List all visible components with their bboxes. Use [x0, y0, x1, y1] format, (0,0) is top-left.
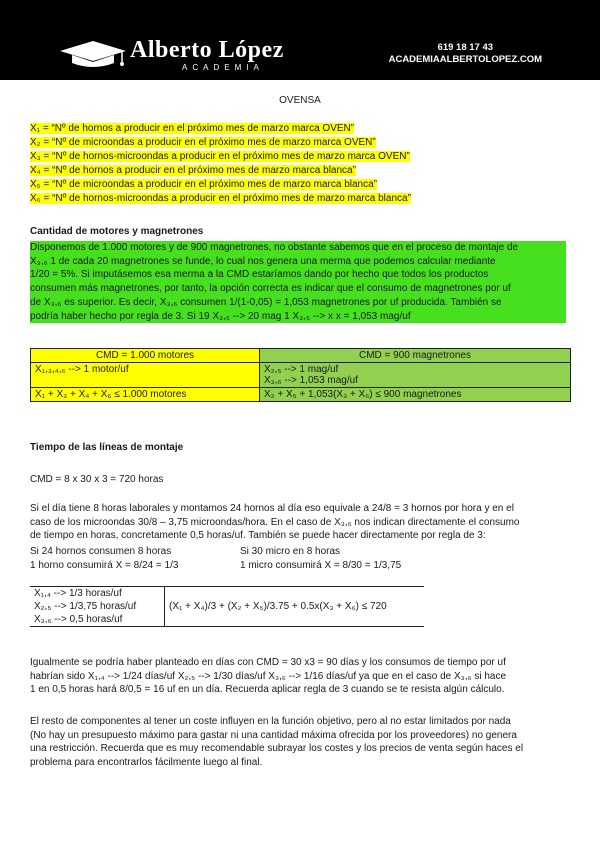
- table-cell: X₃,₆ --> 0,5 horas/uf: [30, 613, 165, 627]
- variable-definition: X₆ = “Nº de hornos-microondas a producir en el próximo mes de marzo marca blanca”: [30, 193, 411, 204]
- document-title: OVENSA: [279, 95, 321, 106]
- days-paragraph: Igualmente se podría haber planteado en días con CMD = 30 x3 = 90 días y los consumos de tiempo por uf habrían sido X₁,₄ --> 1/24 días/uf X₂,₅ --> 1/30 días/uf X₃,₆ --> 1/16 días/uf ya que en el caso de X₃,₆ si hace 1 en 0,5 horas hará 8/0,5 = 16 uf en un día. Recuerda aplicar regla de 3 cuando se te resista algún cálculo.: [30, 657, 507, 696]
- graduation-cap-logo-icon: [58, 39, 128, 69]
- table-cell: X₂,₅ --> 1 mag/uf X₃,₆ --> 1,053 mag/uf: [260, 363, 571, 388]
- table-cell: X₁,₄ --> 1/3 horas/uf: [30, 587, 165, 601]
- phone-number: 619 18 17 43: [437, 42, 494, 53]
- rule-of-three: Si 30 micro en 8 horas: [240, 546, 341, 557]
- motors-magnetrons-table: [30, 348, 571, 402]
- rule-of-three: Si 24 hornos consumen 8 horas: [30, 546, 172, 557]
- table-cell-constraint: X₂ + X₅ + 1,053(X₃ + X₆) ≤ 900 magnetrones: [260, 388, 571, 402]
- table-cell-constraint: X₁ + X₃ + X₄ + X₆ ≤ 1.000 motores: [31, 388, 260, 402]
- section-heading-motors: Cantidad de motores y magnetrones: [30, 226, 204, 237]
- table-header-magnetrons: CMD = 900 magnetrones: [260, 349, 571, 363]
- contact-info: [389, 42, 542, 66]
- variable-definition: X₄ = “Nº de hornos a producir en el próximo mes de marzo marca blanca”: [30, 165, 356, 176]
- rule-of-three: 1 micro consumirá X = 8/30 = 1/3,75: [240, 560, 402, 571]
- table-header-motors: CMD = 1.000 motores: [31, 349, 260, 363]
- header-banner: [0, 0, 600, 80]
- time-constraint-table: [30, 586, 424, 627]
- table-cell: X₁,₃,₄,₆ --> 1 motor/uf: [31, 363, 260, 388]
- variable-definition: X₂ = “Nº de microondas a producir en el próximo mes de marzo marca OVEN”: [30, 137, 376, 148]
- components-paragraph: El resto de componentes al tener un coste influyen en la función objetivo, pero al no estar limitados por nada (No hay un presupuesto máximo para gastar ni una cantidad máxima ofrecida por los proveedores) no genera una restricción. Recuerda que es muy recomendable subrayar los costes y los precios de venta según haces el problema para encontrarlos fácilmente luego al final.: [30, 716, 524, 769]
- section-heading-assembly-time: Tiempo de las líneas de montaje: [30, 442, 184, 453]
- variable-definition: X₁ = “Nº de hornos a producir en el próximo mes de marzo marca OVEN”: [30, 123, 355, 134]
- variable-definition: X₃ = “Nº de hornos-microondas a producir en el próximo mes de marzo marca OVEN”: [30, 151, 410, 162]
- assembly-paragraph: Si el día tiene 8 horas laborales y montamos 24 hornos al día eso equivale a 24/8 = 3 hornos por hora y en el caso de los microondas 30/8 – 3,75 microondas/hora. En el caso de X₃,₆ nos indican directamente el consumo de tiempo en horas, concretamente 0,5 horas/uf. También se puede hacer directamente por regla de 3:: [30, 503, 520, 542]
- rule-of-three: 1 horno consumirá X = 8/24 = 1/3: [30, 560, 179, 571]
- motors-paragraph: Disponemos de 1.000 motores y de 900 magnetrones, no obstante sabemos que en el proceso de montaje de X₃,₆ 1 de cada 20 magnetrones se funde, lo cual nos genera una merma que podemos calcular mediante 1/20 = 5%. Si imputásemos esa merma a la CMD estaríamos dando por hecho que todos los productos consumen más magnetrones, por tanto, la opción correcta es indicar que el consumo de magnetrones por uf de X₃,₆ es superior. Es decir, X₃,₆ consumen 1/(1-0,05) = 1,053 magnetrones por uf producida. También se podría haber hecho por regla de 3. Si 19 X₃,₆ --> 20 mag 1 X₃,₆ --> x x = 1,053 mag/uf: [30, 241, 566, 323]
- time-constraint-formula: (X₁ + X₄)/3 + (X₂ + X₅)/3.75 + 0.5x(X₃ + X₆) ≤ 720: [165, 587, 425, 627]
- brand-name: Alberto López: [130, 37, 284, 63]
- brand-subtitle: ACADEMIA: [182, 63, 264, 72]
- table-cell: X₂,₅ --> 1/3,75 horas/uf: [30, 600, 165, 613]
- website: ACADEMIAALBERTOLOPEZ.COM: [388, 54, 542, 65]
- variable-definition: X₅ = “Nº de microondas a producir en el próximo mes de marzo marca blanca”: [30, 179, 377, 190]
- cmd-hours: CMD = 8 x 30 x 3 = 720 horas: [30, 474, 164, 485]
